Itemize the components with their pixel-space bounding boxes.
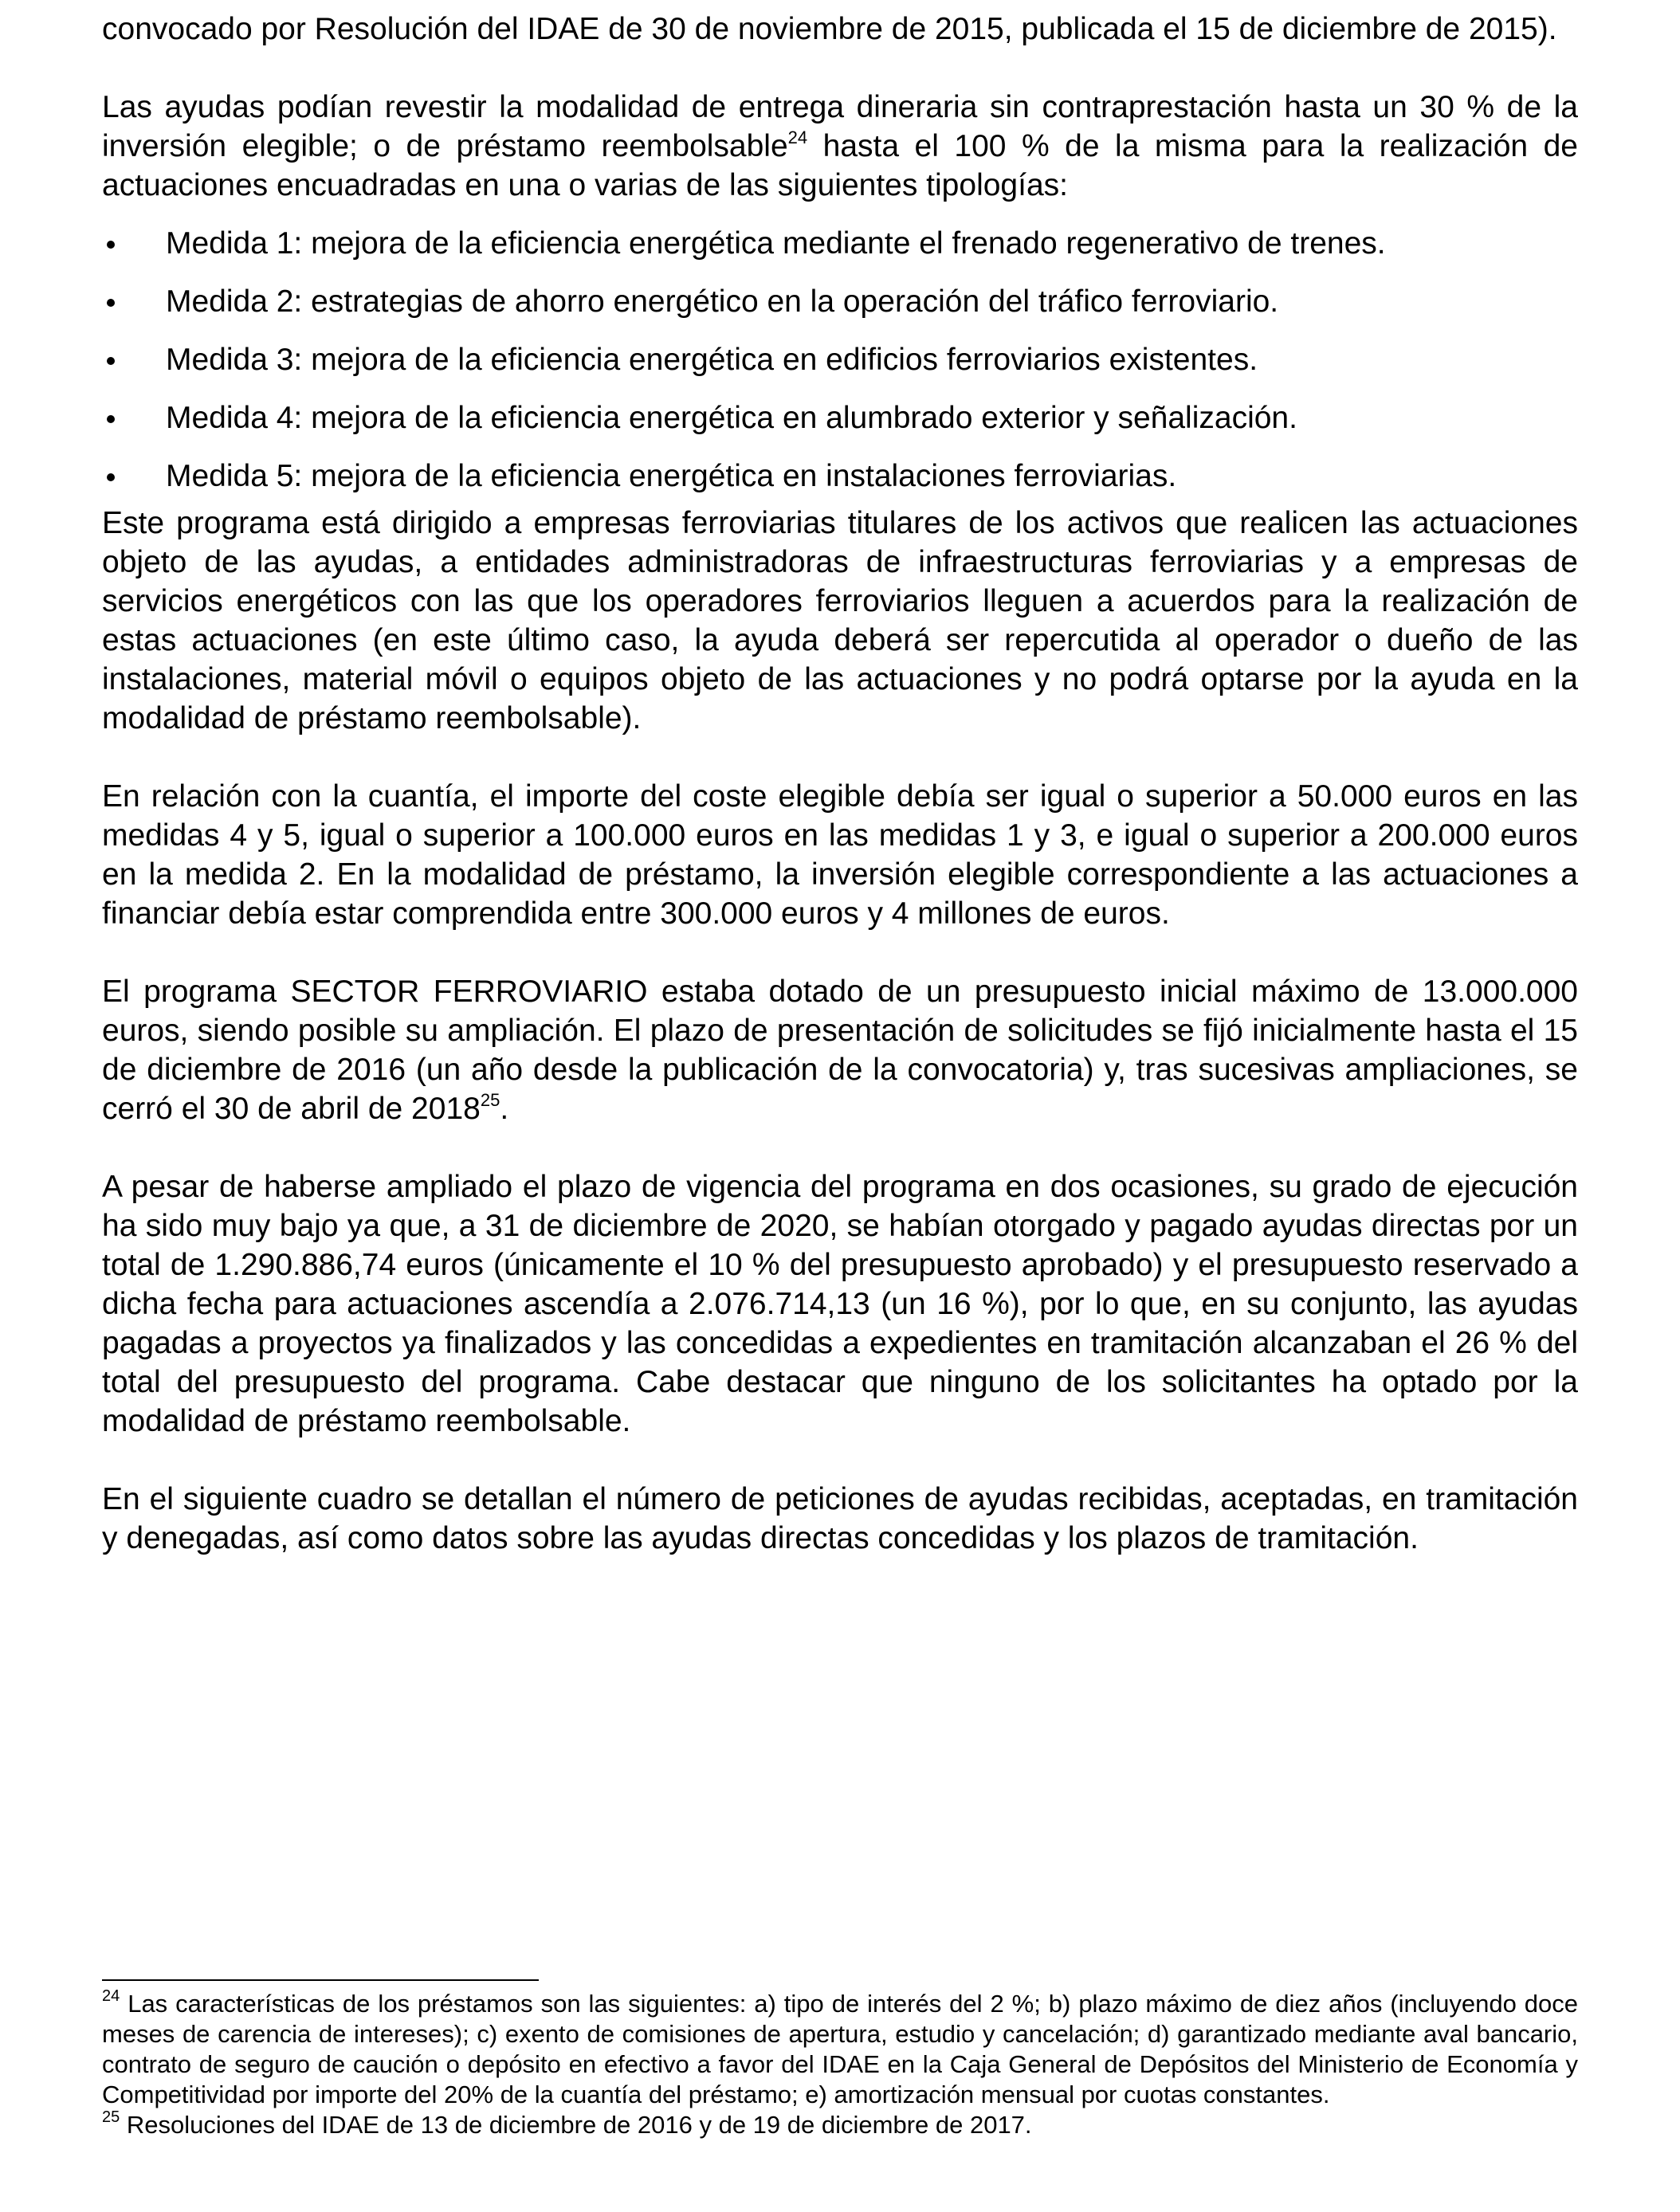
paragraph-4-text-a: El programa SECTOR FERROVIARIO estaba dotado de un presupuesto inicial máximo de 13.000.000 euros, siendo posible su ampliación. El plazo de presentación de solicitudes se fijó inicialmente hasta el 15 de diciembre de 2016 (un año desde la publicación de la convocatoria) y, tras sucesivas ampliaciones, se cerró el 30 de abril de 2018 (102, 975, 1578, 1126)
paragraph-2: Este programa está dirigido a empresas ferroviarias titulares de los activos que realicen las actuaciones objeto de las ayudas, a entidades administradoras de infraestructuras ferroviarias y a empresas de servicios energéticos con las que los operadores ferroviarios lleguen a acuerdos para la realización de estas actuaciones (en este último caso, la ayuda deberá ser repercutida al operador o dueño de las instalaciones, material móvil o equipos objeto de las actuaciones y no podrá optarse por la ayuda en la modalidad de préstamo reembolsable). (102, 506, 1578, 735)
footnote-24 (102, 1986, 1578, 2110)
list-item (102, 282, 1578, 321)
measures-list (102, 224, 1578, 496)
paragraph-3: En relación con la cuantía, el importe del coste elegible debía ser igual o superior a 50.000 euros en las medidas 4 y 5, igual o superior a 100.000 euros en las medidas 1 y 3, e igual o superior a 200.000 euros en la medida 2. En la modalidad de préstamo, la inversión elegible correspondiente a las actuaciones a financiar debía estar comprendida entre 300.000 euros y 4 millones de euros. (102, 779, 1578, 931)
bullet-icon (107, 473, 115, 481)
list-item (102, 340, 1578, 379)
body-text (102, 10, 1578, 1597)
paragraph-0: convocado por Resolución del IDAE de 30 de noviembre de 2015, publicada el 15 de diciembre de 2015). (102, 12, 1557, 46)
footnote-number: 24 (102, 1986, 120, 2005)
bullet-icon (107, 241, 115, 249)
paragraph-1-text-b: hasta el 100 % de la misma para la realización de actuaciones encuadradas en una o varias de las siguientes tipologías: (102, 129, 1578, 202)
list-item (102, 224, 1578, 263)
list-item-text: Medida 1: mejora de la eficiencia energética mediante el frenado regenerativo de trenes. (166, 226, 1386, 261)
list-item-text: Medida 3: mejora de la eficiencia energética en edificios ferroviarios existentes. (166, 343, 1258, 377)
footnote-25 (102, 2110, 1578, 2140)
list-item (102, 398, 1578, 437)
bullet-icon (107, 415, 115, 423)
paragraph-1 (102, 88, 1578, 205)
list-item-text: Medida 4: mejora de la eficiencia energética en alumbrado exterior y señalización. (166, 401, 1297, 435)
paragraph-4-text-b: . (500, 1092, 509, 1126)
footnote-text: Las características de los préstamos son las siguientes: a) tipo de interés del 2 %; b) plazo máximo de diez años (incluyendo doce meses de carencia de intereses); c) exento de comisiones de apertura, estudio y cancelación; d) garantizado mediante aval bancario, contrato de seguro de caución o depósito en efectivo a favor del IDAE en la Caja General de Depósitos del Ministerio de Economía y Competitividad por importe del 20% de la cuantía del préstamo; e) amortización mensual por cuotas constantes. (102, 1990, 1578, 2108)
paragraph-1-text-a: Las ayudas podían revestir la modalidad de entrega dineraria sin contraprestación hasta un 30 % de la inversión elegible; o de préstamo reembolsable (102, 90, 1578, 163)
paragraph-4 (102, 972, 1578, 1128)
list-item (102, 457, 1578, 496)
bullet-icon (107, 299, 115, 307)
list-item-text: Medida 2: estrategias de ahorro energético en la operación del tráfico ferroviario. (166, 284, 1279, 319)
bullet-icon (107, 357, 115, 365)
footnote-number: 25 (102, 2108, 120, 2126)
list-item-text: Medida 5: mejora de la eficiencia energética en instalaciones ferroviarias. (166, 459, 1177, 493)
footnotes (102, 1986, 1578, 2140)
footnote-text: Resoluciones del IDAE de 13 de diciembre de 2016 y de 19 de diciembre de 2017. (120, 2111, 1032, 2139)
footnote-separator (102, 1979, 539, 1981)
paragraph-6: En el siguiente cuadro se detallan el número de peticiones de ayudas recibidas, aceptadas, en tramitación y denegadas, así como datos sobre las ayudas directas concedidas y los plazos de tramitación. (102, 1482, 1578, 1555)
footnote-ref-25[interactable]: 25 (480, 1090, 500, 1110)
footnote-ref-24[interactable]: 24 (787, 127, 808, 147)
paragraph-5: A pesar de haberse ampliado el plazo de vigencia del programa en dos ocasiones, su grado de ejecución ha sido muy bajo ya que, a 31 de diciembre de 2020, se habían otorgado y pagado ayudas directas por un total de 1.290.886,74 euros (únicamente el 10 % del presupuesto aprobado) y el presupuesto reservado a dicha fecha para actuaciones ascendía a 2.076.714,13 (un 16 %), por lo que, en su conjunto, las ayudas pagadas a proyectos ya finalizados y las concedidas a expedientes en tramitación alcanzaban el 26 % del total del presupuesto del programa. Cabe destacar que ninguno de los solicitantes ha optado por la modalidad de préstamo reembolsable. (102, 1170, 1578, 1438)
